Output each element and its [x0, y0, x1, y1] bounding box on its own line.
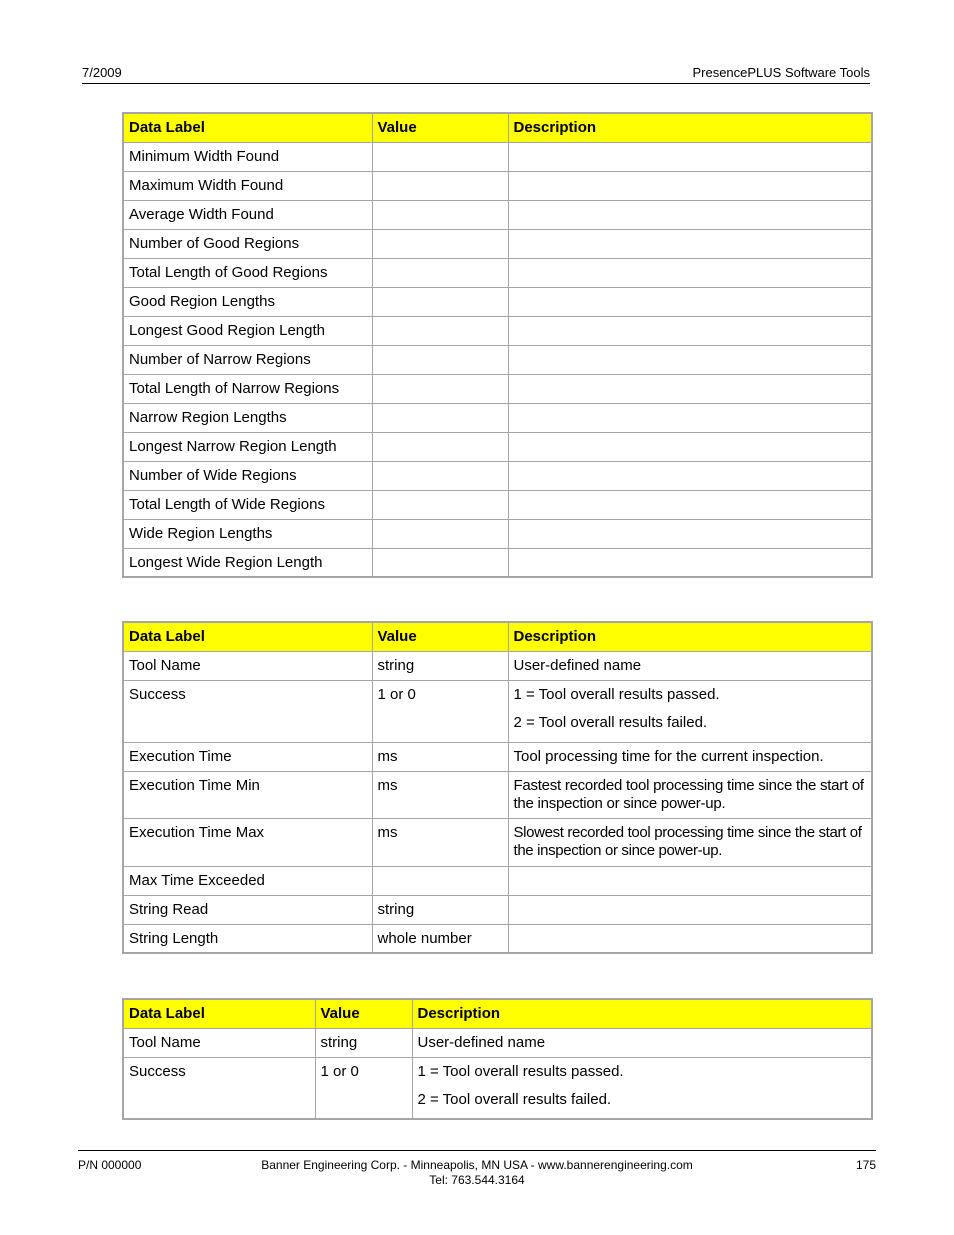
- footer-part-number: P/N 000000: [78, 1158, 142, 1172]
- data-table-2: [122, 621, 873, 954]
- table-row: [123, 229, 872, 258]
- table-row: [123, 345, 872, 374]
- cell-data-label: Wide Region Lengths: [123, 519, 372, 548]
- column-header-description: Description: [508, 622, 872, 651]
- table-row: [123, 680, 872, 742]
- description-line: 2 = Tool overall results failed.: [513, 713, 708, 731]
- cell-data-label: String Length: [123, 924, 372, 953]
- cell-description: [508, 490, 872, 519]
- cell-value: [372, 316, 508, 345]
- cell-description: [508, 924, 872, 953]
- footer-page-number: 175: [855, 1158, 876, 1172]
- cell-value: ms: [372, 742, 508, 771]
- column-header-data-label: Data Label: [123, 622, 372, 651]
- cell-data-label: Number of Good Regions: [123, 229, 372, 258]
- table-row: [123, 171, 872, 200]
- header-rule: [82, 83, 870, 84]
- cell-value: [372, 519, 508, 548]
- cell-data-label: Max Time Exceeded: [123, 866, 372, 895]
- cell-value: [372, 866, 508, 895]
- column-header-value: Value: [372, 113, 508, 142]
- table-row: [123, 1057, 872, 1119]
- cell-data-label: Longest Narrow Region Length: [123, 432, 372, 461]
- footer-company-info: [0, 1158, 954, 1188]
- column-header-description: Description: [508, 113, 872, 142]
- cell-value: [372, 171, 508, 200]
- cell-value: [372, 200, 508, 229]
- footer-phone: Tel: 763.544.3164: [429, 1173, 525, 1187]
- cell-description: [508, 200, 872, 229]
- cell-value: string: [372, 651, 508, 680]
- cell-data-label: Longest Wide Region Length: [123, 548, 372, 577]
- table-header-row: [123, 999, 872, 1028]
- table-row: [123, 895, 872, 924]
- cell-description: User-defined name: [508, 651, 872, 680]
- description-line: 1 = Tool overall results passed.: [513, 685, 720, 703]
- table-row: [123, 287, 872, 316]
- description-line: 1 = Tool overall results passed.: [417, 1062, 624, 1080]
- cell-data-label: Number of Narrow Regions: [123, 345, 372, 374]
- cell-value: [372, 258, 508, 287]
- table-row: [123, 461, 872, 490]
- cell-description: [508, 142, 872, 171]
- cell-value: [372, 403, 508, 432]
- cell-value: [372, 548, 508, 577]
- table-row: [123, 519, 872, 548]
- cell-data-label: Total Length of Good Regions: [123, 258, 372, 287]
- cell-description: [508, 229, 872, 258]
- cell-value: [372, 374, 508, 403]
- cell-description: [508, 548, 872, 577]
- cell-data-label: Execution Time: [123, 742, 372, 771]
- cell-data-label: Number of Wide Regions: [123, 461, 372, 490]
- cell-data-label: Tool Name: [123, 651, 372, 680]
- table-row: [123, 200, 872, 229]
- cell-value: ms: [372, 771, 508, 818]
- cell-description: [508, 461, 872, 490]
- table-row: [123, 490, 872, 519]
- table-header-row: [123, 113, 872, 142]
- cell-data-label: Success: [123, 1057, 315, 1119]
- cell-description: [508, 895, 872, 924]
- header-date: 7/2009: [82, 65, 122, 80]
- cell-data-label: Execution Time Max: [123, 818, 372, 866]
- cell-value: 1 or 0: [372, 680, 508, 742]
- column-header-description: Description: [412, 999, 872, 1028]
- cell-value: [372, 229, 508, 258]
- column-header-data-label: Data Label: [123, 113, 372, 142]
- cell-description: User-defined name: [412, 1028, 872, 1057]
- cell-data-label: Tool Name: [123, 1028, 315, 1057]
- table-row: [123, 771, 872, 818]
- cell-description: [508, 374, 872, 403]
- cell-description: [508, 258, 872, 287]
- cell-data-label: Execution Time Min: [123, 771, 372, 818]
- table-row: [123, 818, 872, 866]
- table-row: [123, 924, 872, 953]
- cell-description: [508, 287, 872, 316]
- cell-data-label: Narrow Region Lengths: [123, 403, 372, 432]
- header-doc-title: PresencePLUS Software Tools: [692, 65, 870, 80]
- cell-value: string: [315, 1028, 412, 1057]
- footer-rule: [78, 1150, 876, 1151]
- column-header-data-label: Data Label: [123, 999, 315, 1028]
- table-row: [123, 258, 872, 287]
- cell-description: [508, 403, 872, 432]
- cell-value: [372, 490, 508, 519]
- cell-data-label: Average Width Found: [123, 200, 372, 229]
- cell-value: [372, 287, 508, 316]
- cell-description: [508, 519, 872, 548]
- table-row: [123, 1028, 872, 1057]
- table-row: [123, 866, 872, 895]
- table-row: [123, 374, 872, 403]
- cell-data-label: Success: [123, 680, 372, 742]
- cell-description: [412, 1057, 872, 1119]
- cell-description: [508, 866, 872, 895]
- table-row: [123, 403, 872, 432]
- cell-description: Fastest recorded tool processing time since the start of the inspection or since power-up.: [508, 771, 872, 818]
- cell-value: string: [372, 895, 508, 924]
- cell-description: Tool processing time for the current inspection.: [508, 742, 872, 771]
- cell-description: [508, 432, 872, 461]
- description-line: 2 = Tool overall results failed.: [417, 1090, 612, 1108]
- table-header-row: [123, 622, 872, 651]
- table-row: [123, 316, 872, 345]
- cell-description: [508, 680, 872, 742]
- cell-description: [508, 171, 872, 200]
- footer-company-line: Banner Engineering Corp. - Minneapolis, MN USA - www.bannerengineering.com: [261, 1158, 693, 1172]
- table-row: [123, 548, 872, 577]
- cell-value: [372, 432, 508, 461]
- data-table-1: [122, 112, 873, 578]
- cell-value: ms: [372, 818, 508, 866]
- cell-data-label: Total Length of Wide Regions: [123, 490, 372, 519]
- table-row: [123, 742, 872, 771]
- cell-data-label: Longest Good Region Length: [123, 316, 372, 345]
- cell-data-label: String Read: [123, 895, 372, 924]
- cell-value: [372, 142, 508, 171]
- cell-description: [508, 316, 872, 345]
- column-header-value: Value: [315, 999, 412, 1028]
- column-header-value: Value: [372, 622, 508, 651]
- data-table-3: [122, 998, 873, 1120]
- table-row: [123, 142, 872, 171]
- cell-data-label: Maximum Width Found: [123, 171, 372, 200]
- cell-data-label: Good Region Lengths: [123, 287, 372, 316]
- cell-description: Slowest recorded tool processing time since the start of the inspection or since power-up.: [508, 818, 872, 866]
- cell-data-label: Total Length of Narrow Regions: [123, 374, 372, 403]
- cell-value: [372, 461, 508, 490]
- cell-data-label: Minimum Width Found: [123, 142, 372, 171]
- cell-description: [508, 345, 872, 374]
- cell-value: whole number: [372, 924, 508, 953]
- cell-value: 1 or 0: [315, 1057, 412, 1119]
- table-row: [123, 651, 872, 680]
- cell-value: [372, 345, 508, 374]
- table-row: [123, 432, 872, 461]
